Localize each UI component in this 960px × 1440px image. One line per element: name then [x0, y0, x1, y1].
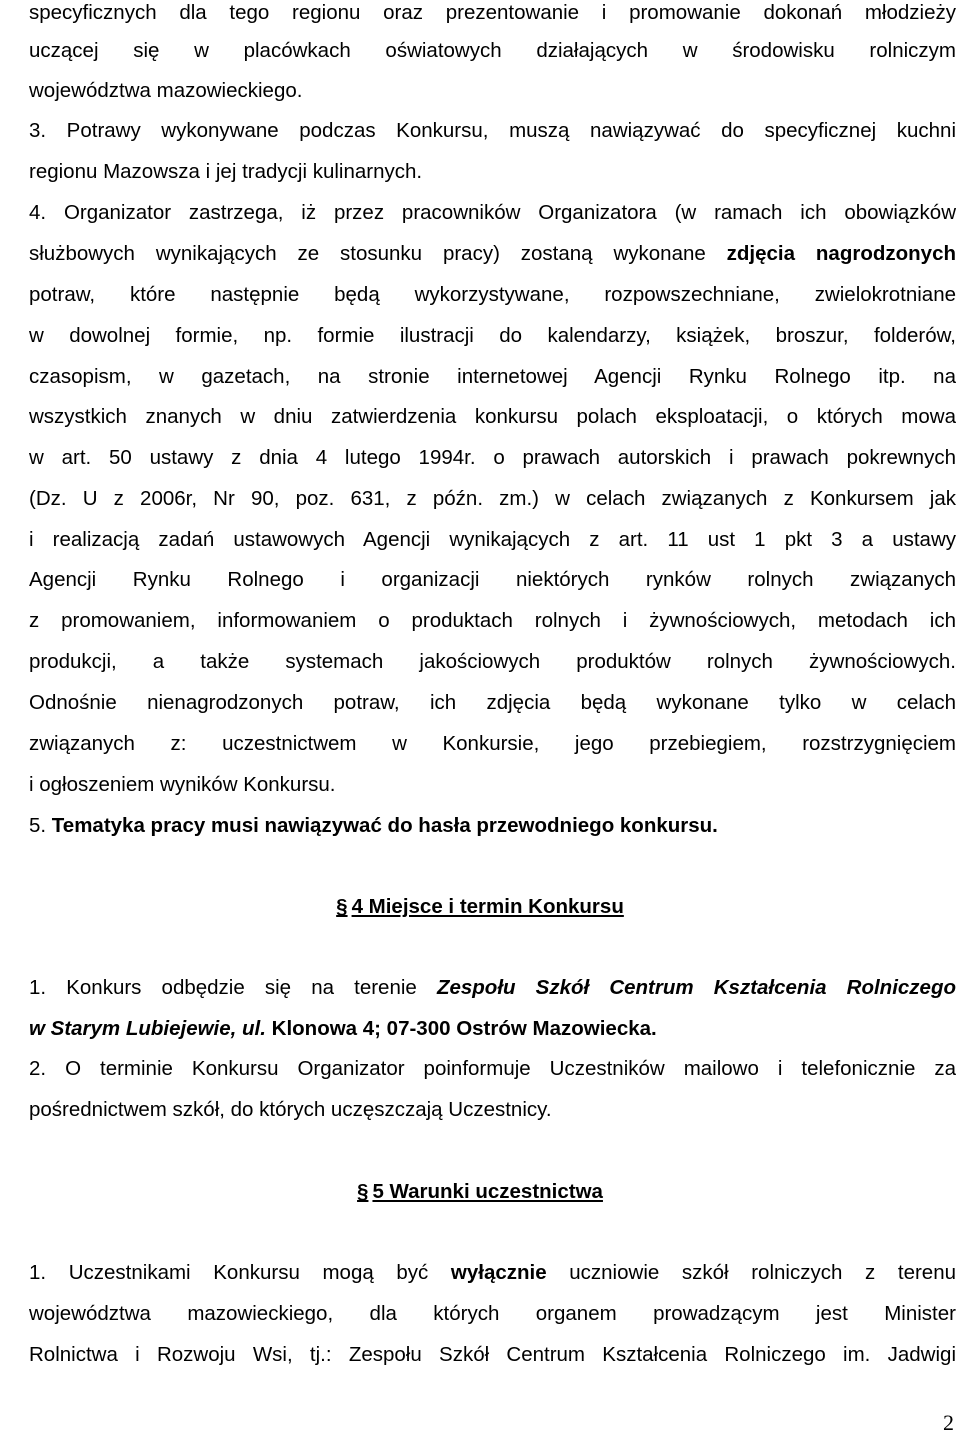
page-number: 2 — [943, 1410, 954, 1435]
paragraph-line: pośrednictwem szkół, do których uczęszczają Uczestnicy. — [29, 1098, 552, 1121]
paragraph-line: uczącej się w placówkach oświatowych działających w środowisku rolniczym — [29, 39, 956, 62]
section-sign: § — [336, 895, 348, 918]
section-sign: § — [357, 1180, 369, 1203]
paragraph-line: i realizacją zadań ustawowych Agencji wynikających z art. 11 ust 1 pkt 3 a ustawy — [29, 528, 956, 551]
paragraph-line: związanych z: uczestnictwem w Konkursie, jego przebiegiem, rozstrzygnięciem — [29, 732, 956, 755]
bold-text: wyłącznie — [450, 1261, 547, 1284]
paragraph-line: potraw, które następnie będą wykorzystywane, rozpowszechniane, zwielokrotniane — [29, 283, 956, 306]
section-heading-5 — [0, 1179, 960, 1205]
bold-text: zdjęcia nagrodzonych — [726, 242, 956, 265]
paragraph-line: regionu Mazowsza i jej tradycji kulinarnych. — [29, 160, 423, 183]
paragraph-line: i ogłoszeniem wyników Konkursu. — [29, 773, 336, 796]
paragraph-line — [29, 241, 956, 267]
text-span: 1. Uczestnikami Konkursu mogą być — [29, 1261, 451, 1284]
text-span: służbowych wynikających ze stosunku pracy) zostaną wykonane — [29, 242, 727, 265]
paragraph-line: Odnośnie nienagrodzonych potraw, ich zdjęcia będą wykonane tylko w celach — [29, 691, 956, 714]
paragraph-line: specyficznych dla tego regionu oraz prezentowanie i promowanie dokonań młodzieży — [29, 1, 956, 24]
section-title: 4 Miejsce i termin Konkursu — [351, 895, 624, 918]
paragraph-line: Rolnictwa i Rozwoju Wsi, tj.: Zespołu Szkół Centrum Kształcenia Rolniczego im. Jadwigi — [29, 1343, 956, 1366]
section-title: 5 Warunki uczestnictwa — [372, 1180, 603, 1203]
bold-text: Tematyka pracy musi nawiązywać do hasła przewodniego konkursu. — [51, 814, 718, 837]
paragraph-line: w art. 50 ustawy z dnia 4 lutego 1994r. o prawach autorskich i prawach pokrewnych — [29, 446, 956, 469]
paragraph-line: w dowolnej formie, np. formie ilustracji do kalendarzy, książek, broszur, folderów, — [29, 324, 956, 347]
paragraph-line — [29, 1016, 956, 1042]
bold-text: Klonowa 4; 07-300 Ostrów Mazowiecka. — [265, 1017, 657, 1040]
list-item-1 — [29, 975, 956, 1001]
list-item-1 — [29, 1260, 956, 1286]
list-item-2: 2. O terminie Konkursu Organizator poinformuje Uczestników mailowo i telefonicznie za — [29, 1057, 956, 1080]
list-number: 5. — [29, 814, 52, 837]
bold-italic-text: Zespołu Szkół Centrum Kształcenia Rolniczego — [436, 976, 956, 999]
list-item-3: 3. Potrawy wykonywane podczas Konkursu, muszą nawiązywać do specyficznej kuchni — [29, 119, 956, 142]
paragraph-line: czasopism, w gazetach, na stronie internetowej Agencji Rynku Rolnego itp. na — [29, 365, 956, 388]
text-span: uczniowie szkół rolniczych z terenu — [546, 1261, 956, 1284]
paragraph-line: wszystkich znanych w dniu zatwierdzenia konkursu polach eksploatacji, o których mowa — [29, 405, 956, 428]
list-item-5 — [29, 813, 956, 839]
bold-italic-text: w Starym Lubiejewie, ul. — [29, 1017, 266, 1040]
text-span: 1. Konkurs odbędzie się na terenie — [29, 976, 437, 999]
list-item-4: 4. Organizator zastrzega, iż przez pracowników Organizatora (w ramach ich obowiązków — [29, 201, 956, 224]
paragraph-line: województwa mazowieckiego, dla których organem prowadzącym jest Minister — [29, 1302, 956, 1325]
paragraph-line: (Dz. U z 2006r, Nr 90, poz. 631, z późn. zm.) w celach związanych z Konkursem jak — [29, 487, 956, 510]
section-heading-4 — [0, 894, 960, 920]
paragraph-line: z promowaniem, informowaniem o produktach rolnych i żywnościowych, metodach ich — [29, 609, 956, 632]
paragraph-line: produkcji, a także systemach jakościowych produktów rolnych żywnościowych. — [29, 650, 956, 673]
paragraph-line: województwa mazowieckiego. — [29, 79, 303, 102]
paragraph-line: Agencji Rynku Rolnego i organizacji niektórych rynków rolnych związanych — [29, 568, 956, 591]
